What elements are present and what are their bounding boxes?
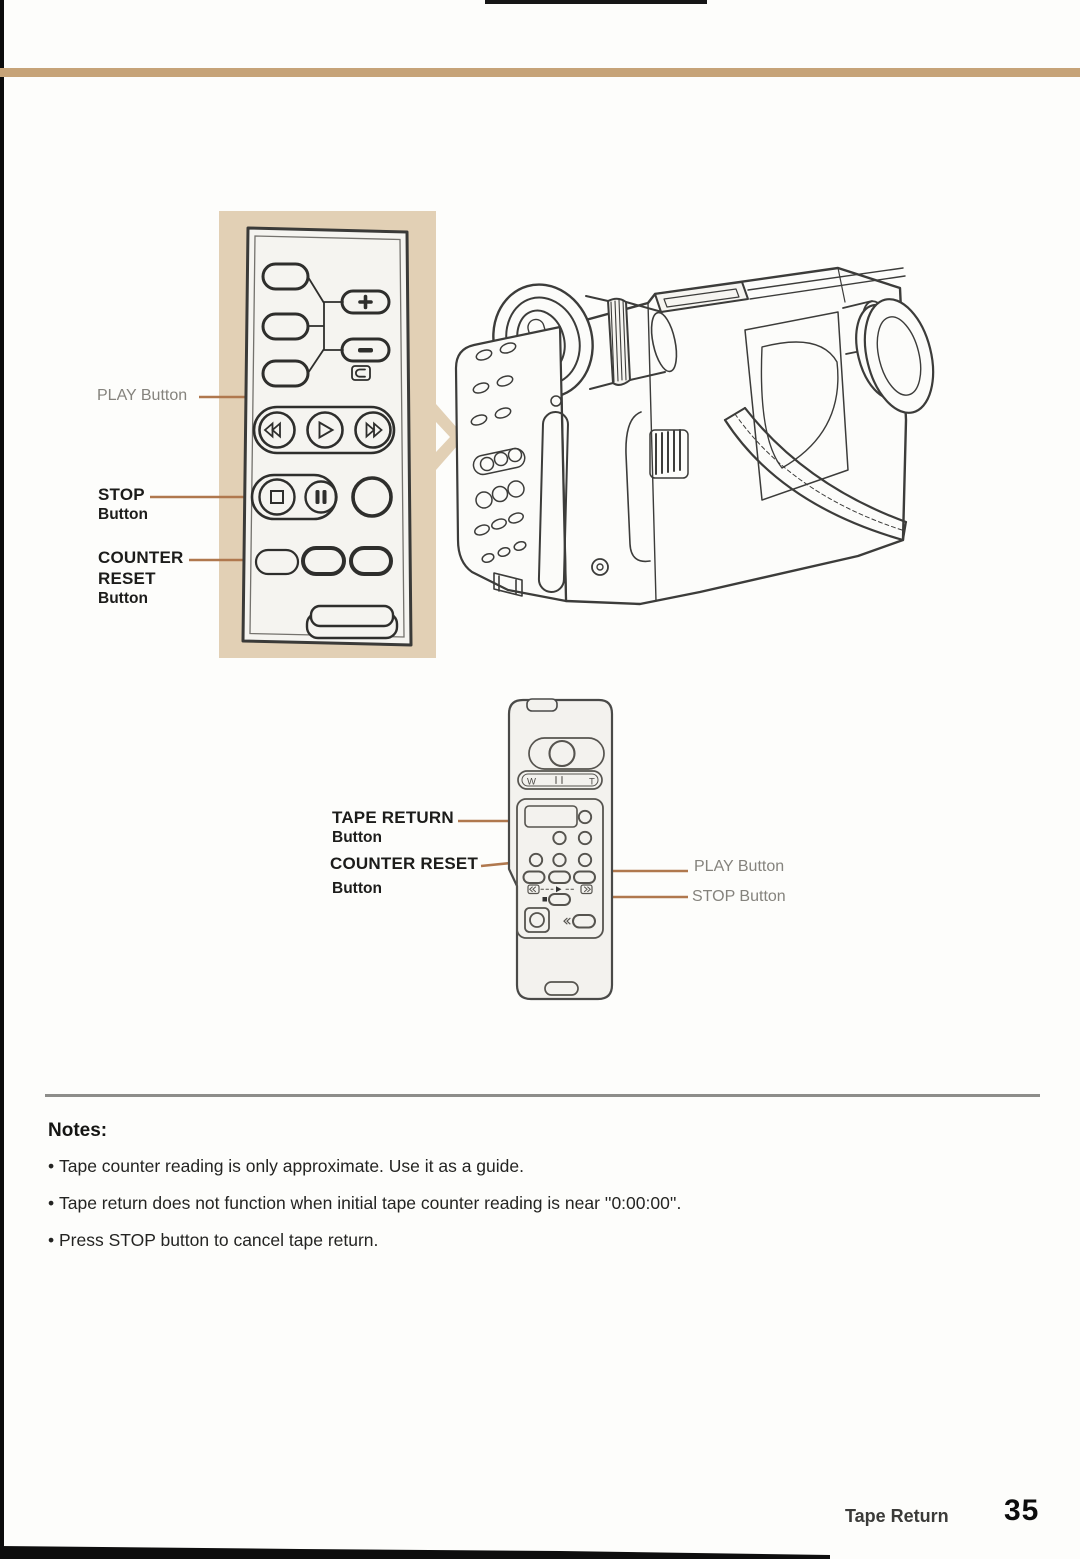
camcorder-illustration [440,255,1015,615]
remote-play-label: PLAY Button [694,858,785,875]
stop-icon [543,897,548,902]
remote-tape-return-label-2: Button [332,829,382,846]
control-panel-diagram [140,205,470,665]
minus-icon [358,348,373,353]
page-bottom-edge [0,1545,1080,1559]
panel-stop-label: STOP [98,485,145,504]
panel-stop-label-2: Button [98,506,148,523]
note-item: • Press STOP button to cancel tape return. [48,1222,1028,1259]
notes-list [48,1148,1028,1259]
note-item: • Tape counter reading is only approximate. Use it as a guide. [48,1148,1028,1185]
panel-play-label: PLAY Button [97,387,188,404]
zoom-wide-label: W [527,776,536,788]
remote-top-notch [527,699,557,711]
panel-counter-label-2: RESET [98,569,156,588]
remote-tape-return-label: TAPE RETURN [332,808,454,827]
page-left-edge [0,0,4,1559]
notes-divider [45,1094,1040,1097]
panel-slot-top [311,606,393,626]
notes-heading: Notes: [48,1120,108,1141]
panel-counter-label-3: Button [98,590,148,607]
header-rule [0,68,1080,77]
rear-control-face [456,327,566,601]
remote-body [509,700,612,999]
remote-stop-label: STOP Button [692,888,786,905]
note-item: • Tape return does not function when initial tape counter reading is near ''0:00:00''. [48,1185,1028,1222]
remote-counter-reset-label-2: Button [332,880,382,897]
page-top-edge [485,0,707,4]
remote-counter-reset-label: COUNTER RESET [330,854,479,873]
footer-section-title: Tape Return [845,1506,949,1526]
zoom-tele-label: T [589,776,595,788]
panel-counter-label: COUNTER [98,548,184,567]
remote-control-diagram [450,690,700,1012]
footer-page-number: 35 [1004,1494,1040,1527]
panel-outline [243,228,411,645]
